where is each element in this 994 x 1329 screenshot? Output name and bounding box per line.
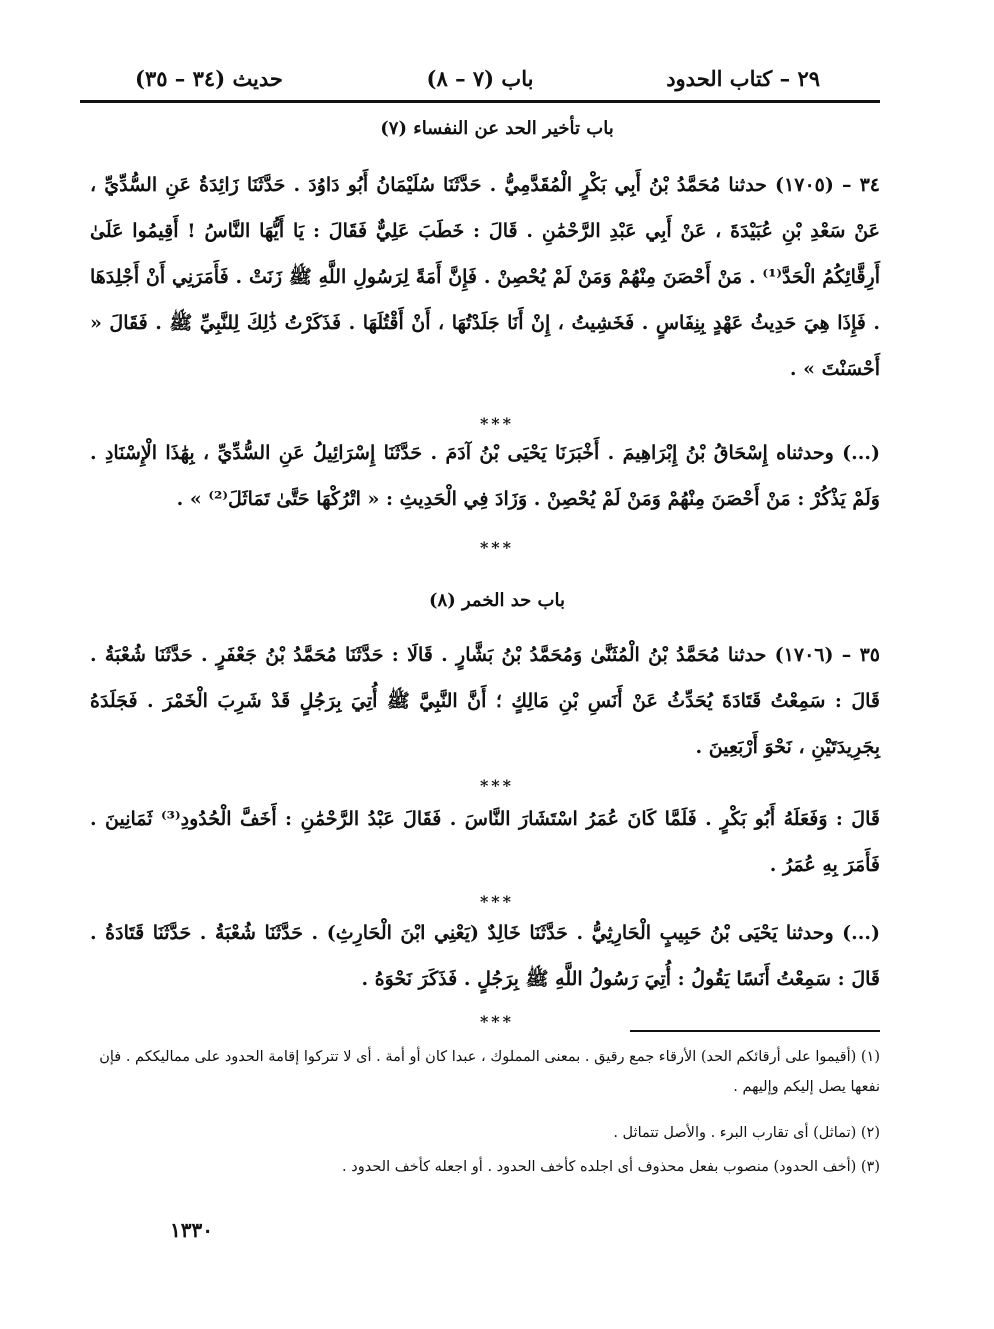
footnote-3: (٣) (أخف الحدود) منصوب بفعل محذوف أى اجلده كأخف الحدود . أو اجعله كأخف الحدود . — [342, 1159, 880, 1175]
footnote-rule — [630, 1030, 880, 1032]
separator-stars: *** — [479, 414, 515, 433]
footnote-2: (٢) (تماثل) أى تقارب البرء . والأصل تتماثل . — [613, 1125, 880, 1141]
chapter-title-7: (٧) باب تأخير الحد عن النفساء — [380, 118, 614, 139]
separator-stars: *** — [479, 892, 515, 911]
separator-stars: *** — [479, 538, 515, 557]
running-header — [80, 62, 880, 102]
hadith-34: ٣٤ – (١٧٠٥) حدثنا مُحَمَّدُ بْنُ أَبِي بَكْرٍ الْمُقَدَّمِيُّ . حَدَّثَنَا سُلَيْمَانُ أَبُو دَاوُدَ . حَدَّثَنَا زَائِدَةُ عَنِ السُّدِّيِّ ، عَنْ سَعْدِ بْنِ عُبَيْدَةَ ، عَنْ أَبِي عَبْدِ الرَّحْمَٰنِ . قَالَ : خَطَبَ عَلِيٌّ فَقَالَ : يَا أَيُّهَا النَّاسُ ! أَقِيمُوا عَلَىٰ أَرِقَّائِكُمُ الْحَدَّ⁽¹⁾ . مَنْ أَحْصَنَ مِنْهُمْ وَمَنْ لَمْ يُحْصِنْ . فَإِنَّ أَمَةً لِرَسُولِ اللَّهِ ﷺ زَنَتْ . فَأَمَرَنِي أَنْ أَجْلِدَهَا . فَإِذَا هِيَ حَدِيثُ عَهْدٍ بِنِفَاسٍ . فَخَشِيتُ ، إِنْ أَنَا جَلَدْتُهَا ، أَنْ أَقْتُلَهَا . فَذَكَرْتُ ذَٰلِكَ لِلنَّبِيِّ ﷺ . فَقَالَ « أَحْسَنْتَ » . — [90, 174, 880, 380]
hadith-35: ٣٥ – (١٧٠٦) حدثنا مُحَمَّدُ بْنُ الْمُثَنَّىٰ وَمُحَمَّدُ بْنُ بَشَّارٍ . قَالَا : حَدَّثَنَا مُحَمَّدُ بْنُ جَعْفَرٍ . حَدَّثَنَا شُعْبَةُ . قَالَ : سَمِعْتُ قَتَادَةَ يُحَدِّثُ عَنْ أَنَسِ بْنِ مَالِكٍ ؛ أَنَّ النَّبِيَّ ﷺ أُتِيَ بِرَجُلٍ قَدْ شَرِبَ الْخَمْرَ . فَجَلَدَهُ بِجَرِيدَتَيْنِ ، نَحْوَ أَرْبَعِينَ . — [90, 644, 880, 758]
page-number: ١٣٣٠ — [170, 1218, 213, 1242]
header-hadith-range: (٣٤ – ٣٥) حديث — [135, 66, 283, 91]
header-chapter-range: (٧ – ٨) باب — [426, 66, 534, 91]
hadith-35-continuation: قَالَ : وَفَعَلَهُ أَبُو بَكْرٍ . فَلَمَّا كَانَ عُمَرُ اسْتَشَارَ النَّاسَ . فَقَالَ عَبْدُ الرَّحْمَٰنِ : أَخَفَّ الْحُدُودِ⁽³⁾ ثَمَانِينَ . فَأَمَرَ بِهِ عُمَرُ . — [90, 808, 880, 876]
header-book-title: ٢٩ – كتاب الحدود — [666, 66, 820, 91]
chapter-title-8: (٨) باب حد الخمر — [429, 590, 565, 611]
footnote-1: (١) (أقيموا على أرقائكم الحد) الأرقاء جمع رقيق . بمعنى المملوك ، عبدا كان أو أمة . أى لا تتركوا إقامة الحدود على مماليككم . فإن نفعها يصل إليكم وإليهم . — [99, 1049, 880, 1095]
separator-stars: *** — [479, 1012, 515, 1031]
hadith-34-variant: (...) وحدثناه إِسْحَاقُ بْنُ إِبْرَاهِيمَ . أَخْبَرَنَا يَحْيَى بْنُ آدَمَ . حَدَّثَنَا إِسْرَائِيلُ عَنِ السُّدِّيِّ ، بِهَٰذَا الْإِسْنَادِ . وَلَمْ يَذْكُرْ : مَنْ أَحْصَنَ مِنْهُمْ وَمَنْ لَمْ يُحْصِنْ . وَزَادَ فِي الْحَدِيثِ : « اتْرُكْهَا حَتَّىٰ تَمَاثَلَ⁽²⁾ » . — [90, 442, 880, 510]
hadith-35-variant: (...) وحدثنا يَحْيَى بْنُ حَبِيبٍ الْحَارِثِيُّ . حَدَّثَنَا خَالِدٌ (يَعْنِي ابْنَ الْحَارِثِ) . حَدَّثَنَا شُعْبَةُ . حَدَّثَنَا قَتَادَةُ . قَالَ : سَمِعْتُ أَنَسًا يَقُولُ : أُتِيَ رَسُولُ اللَّهِ ﷺ بِرَجُلٍ . فَذَكَرَ نَحْوَهُ . — [90, 922, 880, 990]
header-rule — [80, 100, 880, 103]
separator-stars: *** — [479, 776, 515, 795]
